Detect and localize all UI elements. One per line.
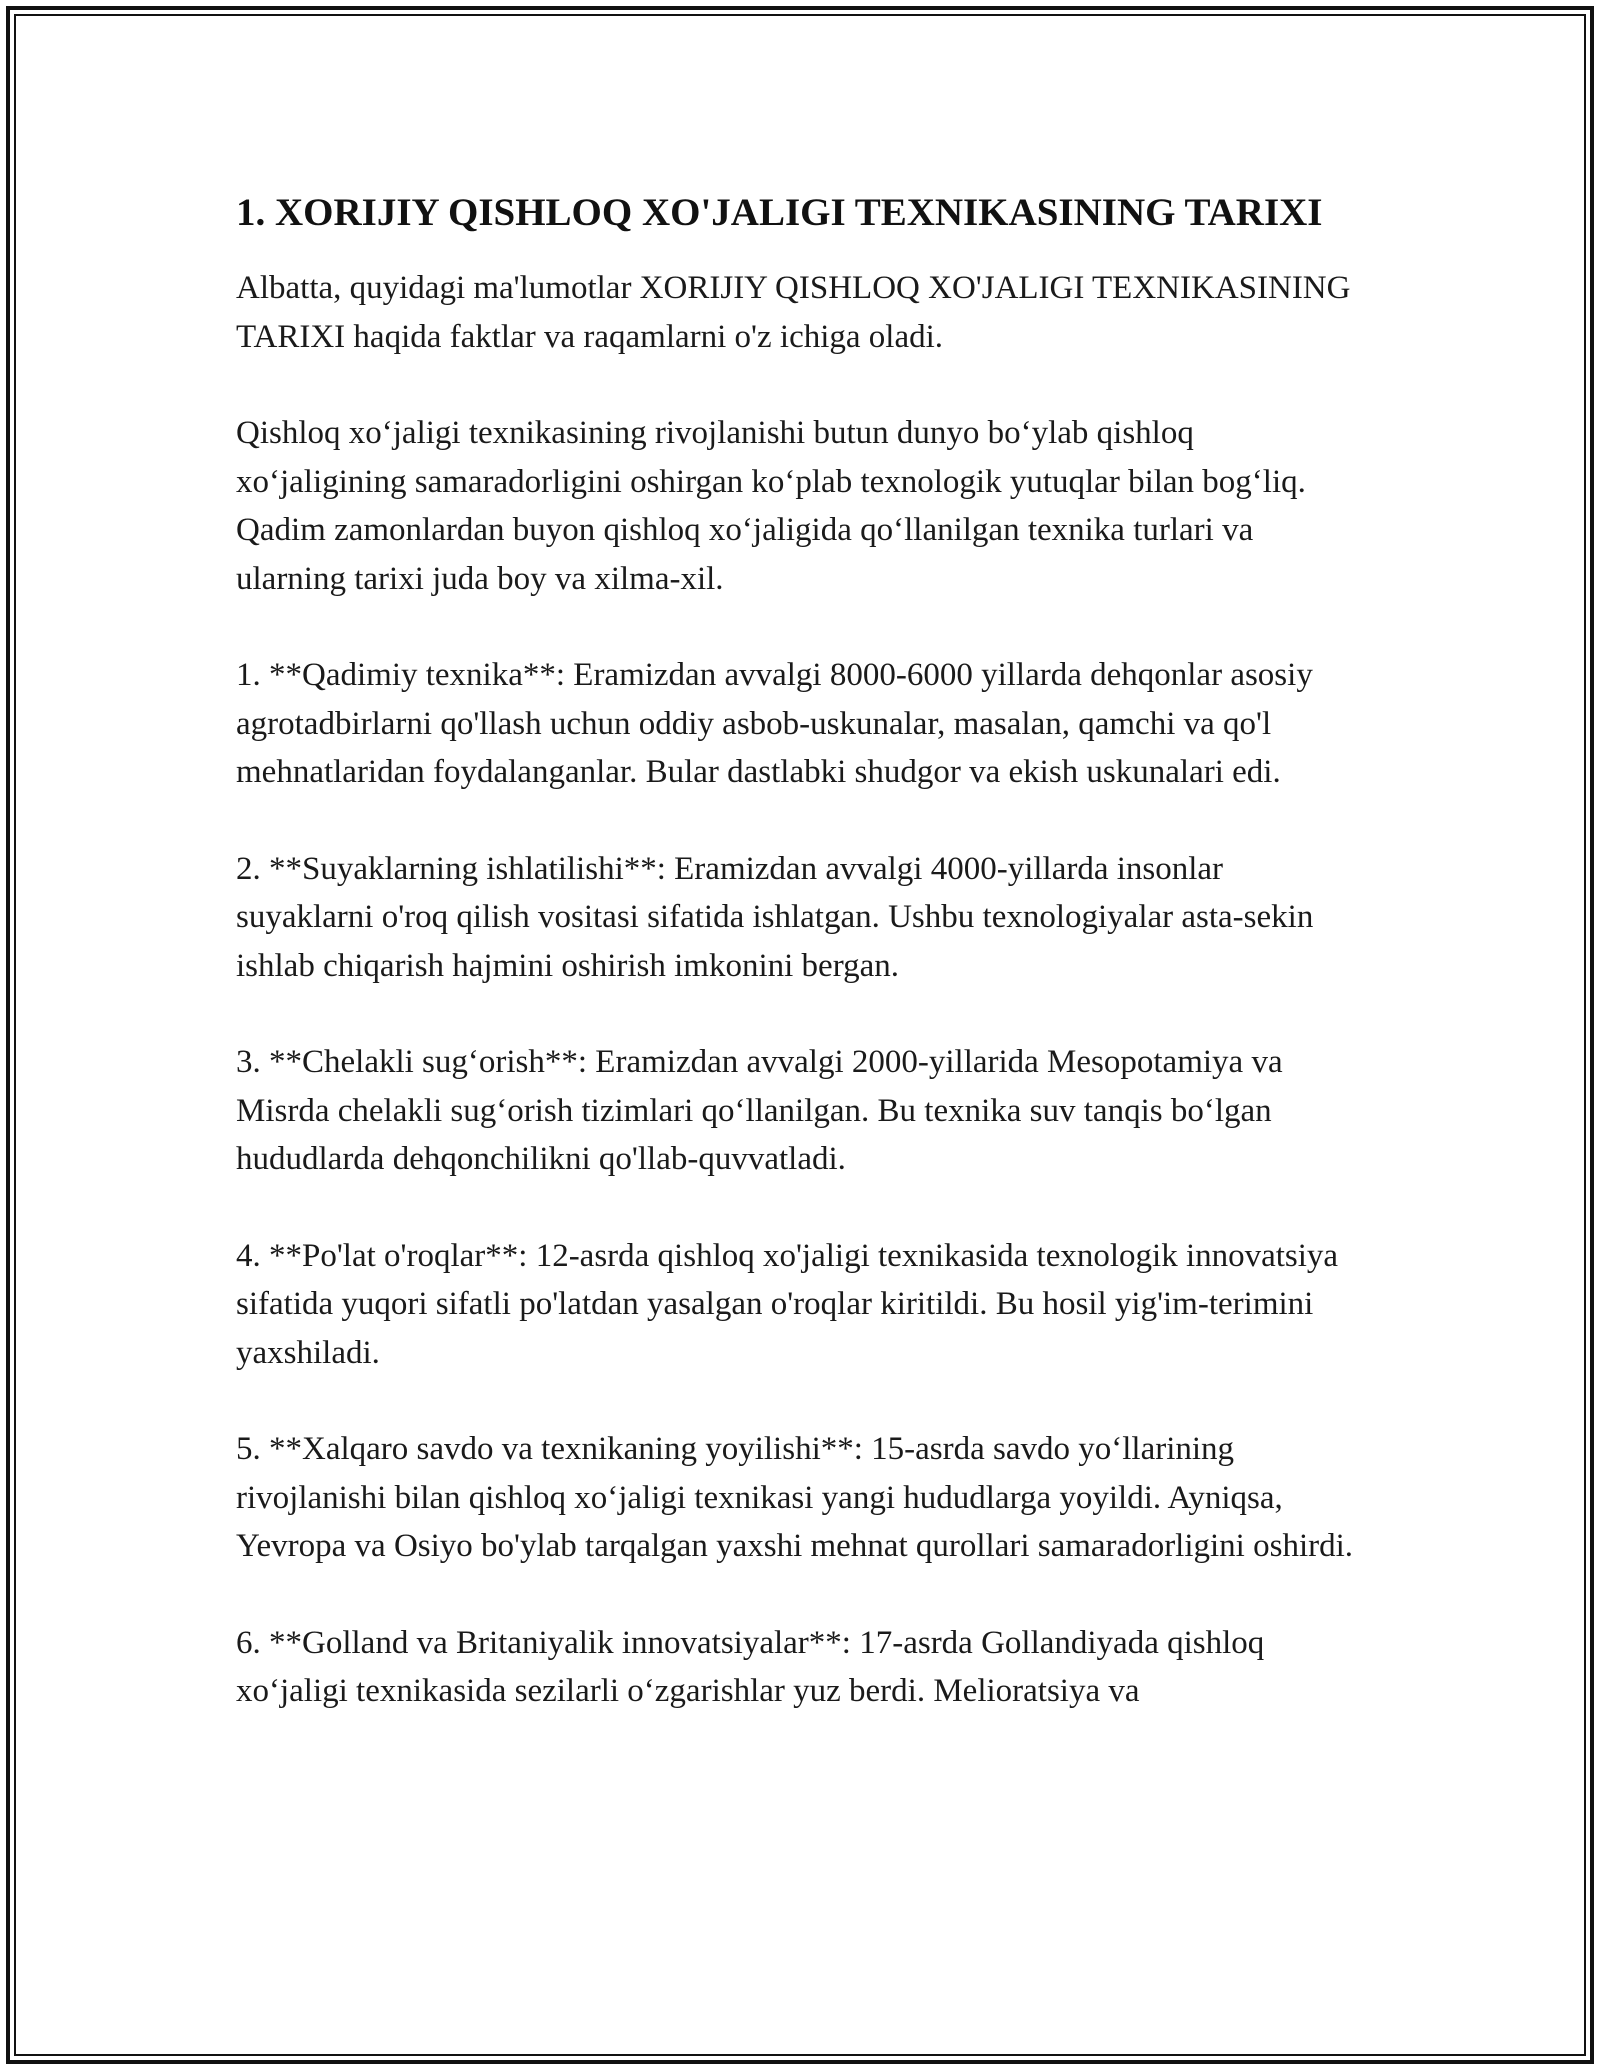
overview-paragraph: Qishloq xo‘jaligi texnikasining rivojlanishi butun dunyo bo‘ylab qishloq xo‘jaligining samaradorligini oshirgan ko‘plab texnologik yutuqlar bilan bog‘liq. Qadim zamonlardan buyon qishloq xo‘jaligida qo‘llanilgan texnika turlari va ularning tarixi juda boy va xilma-xil. xyxy=(236,415,1306,597)
document-title: 1. XORIJIY QISHLOQ XO'JALIGI TEXNIKASINING TARIXI xyxy=(236,191,1323,234)
list-item-ancient-tools: 1. **Qadimiy texnika**: Eramizdan avvalgi 8000-6000 yillarda dehqonlar asosiy agrotadbirlarni qo'llash uchun oddiy asbob-uskunalar, masalan, qamchi va qo'l mehnatlaridan foydalanganlar. Bular dastlabki shudgor va ekish uskunalari edi. xyxy=(236,657,1313,790)
intro-paragraph: Albatta, quyidagi ma'lumotlar XORIJIY QISHLOQ XO'JALIGI TEXNIKASINING TARIXI haqida faktlar va raqamlarni o'z ichiga oladi. xyxy=(236,270,1351,355)
list-item-bucket-irrigation: 3. **Chelakli sug‘orish**: Eramizdan avvalgi 2000-yillarida Mesopotamiya va Misrda chelakli sug‘orish tizimlari qo‘llanilgan. Bu texnika suv tanqis bo‘lgan hududlarda dehqonchilikni qo'llab-quvvatladi. xyxy=(236,1044,1283,1177)
list-item-trade-spread: 5. **Xalqaro savdo va texnikaning yoyilishi**: 15-asrda savdo yo‘llarining rivojlanishi bilan qishloq xo‘jaligi texnikasi yangi hududlarga yoyildi. Ayniqsa, Yevropa va Osiyo bo'ylab tarqalgan yaxshi mehnat qurollari samaradorligini oshirdi. xyxy=(236,1431,1354,1564)
list-item-bone-tools: 2. **Suyaklarning ishlatilishi**: Eramizdan avvalgi 4000-yillarda insonlar suyaklarni o'roq qilish vositasi sifatida ishlatgan. Ushbu texnologiyalar asta-sekin ishlab chiqarish hajmini oshirish imkonini bergan. xyxy=(236,850,1314,984)
list-item-dutch-british-innovations: 6. **Golland va Britaniyalik innovatsiyalar**: 17-asrda Gollandiyada qishloq xo‘jaligi texnikasida sezilarli o‘zgarishlar yuz berdi. Melioratsiya va xyxy=(236,1624,1265,1709)
list-item-steel-sickles: 4. **Po'lat o'roqlar**: 12-asrda qishloq xo'jaligi texnikasida texnologik innovatsiya sifatida yuqori sifatli po'latdan yasalgan o'roqlar kiritildi. Bu hosil yig'im-terimini yaxshiladi. xyxy=(236,1237,1339,1371)
document-body xyxy=(236,185,1366,1764)
